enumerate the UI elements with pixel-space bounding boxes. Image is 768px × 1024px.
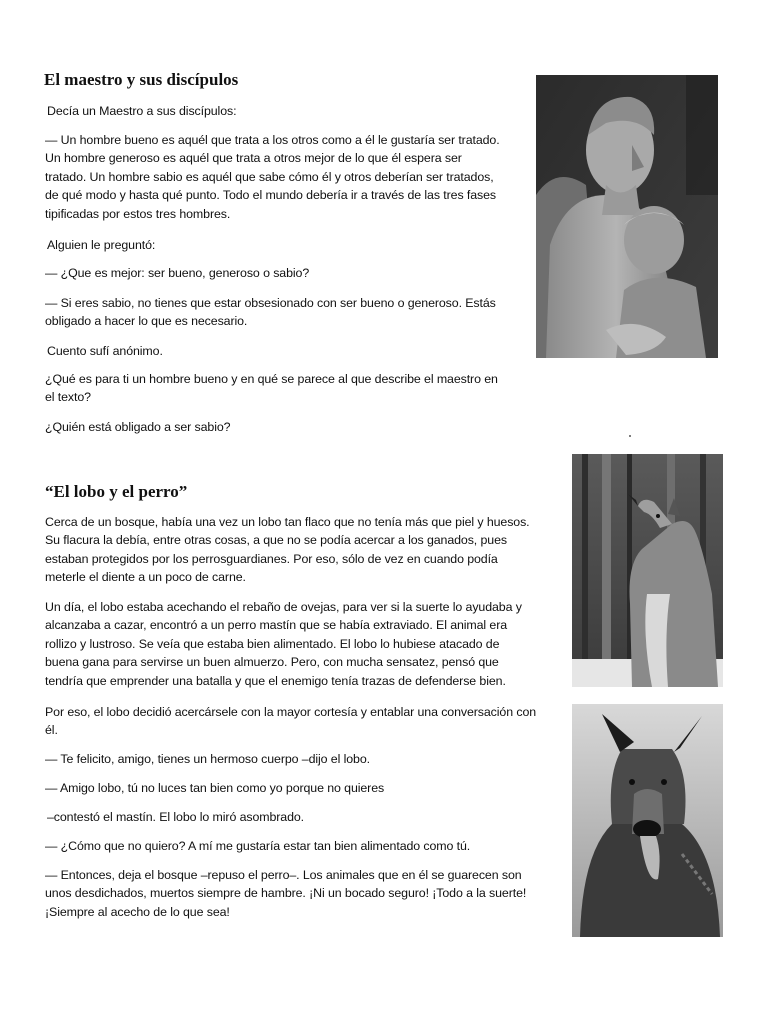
story2-paragraph-3: Por eso, el lobo decidió acercársele con la mayor cortesía y entablar una conversación con él. <box>45 705 537 738</box>
story2-paragraph-8: — Entonces, deja el bosque –repuso el perro–. Los animales que en él se guarecen son unos desdichados, muertos siempre de hambre. ¡Ni un bocado seguro! ¡Todo a la suerte! ¡Siempre al acecho de lo que sea! <box>45 868 527 919</box>
story2-paragraph-1: Cerca de un bosque, había una vez un lobo tan flaco que no tenía más que piel y huesos. Su flacura la debía, entre otras cosas, a que no se podía acercar a los ganados, pues estaban protegidos por los perrosguardianes. Por eso, sólo de vez en cuando podía meterle el diente a un poco de carne. <box>45 515 530 585</box>
story1-speech: — Un hombre bueno es aquél que trata a los otros como a él le gustaría ser tratado. Un hombre generoso es aquél que trata a otros mejor de lo que él espera ser tratado. Un hombre sabio es aquél que sabe cómo él y otros deberían ser tratados, de qué modo y hasta qué punto. Todo el mundo debería ir a través de las tres fases tipificadas por estos tres hombres. <box>45 133 500 221</box>
dog-photo <box>572 704 723 937</box>
story2-paragraph-7: — ¿Cómo que no quiero? A mí me gustaría estar tan bien alimentado como tú. <box>45 839 471 853</box>
story2-paragraph-5: — Amigo lobo, tú no luces tan bien como yo porque no quieres <box>45 781 385 795</box>
stray-mark <box>629 435 631 437</box>
story2-paragraph-4: — Te felicito, amigo, tienes un hermoso cuerpo –dijo el lobo. <box>45 752 370 766</box>
story2-title: “El lobo y el perro” <box>45 482 188 501</box>
story1-activity-q2: ¿Quién está obligado a ser sabio? <box>45 420 231 434</box>
story1-question: — ¿Que es mejor: ser bueno, generoso o sabio? <box>45 266 310 280</box>
story1-question-intro: Alguien le preguntó: <box>47 238 156 252</box>
story1-activity-q1: ¿Qué es para ti un hombre bueno y en qué se parece al que describe el maestro en el texto? <box>45 372 498 405</box>
story1-intro: Decía un Maestro a sus discípulos: <box>47 104 237 118</box>
story2-paragraph-2: Un día, el lobo estaba acechando el rebaño de ovejas, para ver si la suerte lo ayudaba y alcanzaba a cazar, encontró a un perro mastín que se había extraviado. El animal era rollizo y lustroso. Se veía que estaba bien alimentado. El lobo lo hubiese atacado de buena gana para servirse un buen almuerzo. Pero, con mucha sensatez, pensó que tendría que emprender una batalla y que el enemigo tenía trazas de defenderse bien. <box>45 600 522 688</box>
story2-paragraph-6: –contestó el mastín. El lobo lo miró asombrado. <box>47 810 305 824</box>
statue-photo <box>536 75 718 358</box>
story1-source: Cuento sufí anónimo. <box>47 344 163 358</box>
howling-wolf-photo <box>572 454 723 687</box>
story1-title: El maestro y sus discípulos <box>44 70 239 89</box>
story1-answer: — Si eres sabio, no tienes que estar obsesionado con ser bueno o generoso. Estás obligado a hacer lo que es necesario. <box>45 296 496 329</box>
